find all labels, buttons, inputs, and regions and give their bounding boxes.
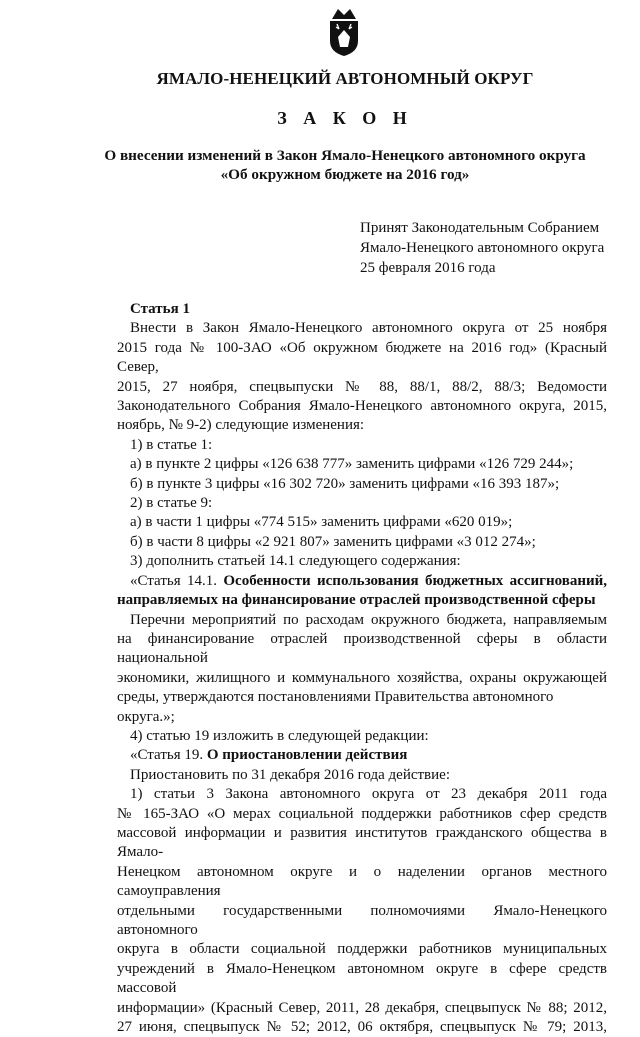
law-body bbox=[117, 300, 607, 1037]
body-line: Законодательного Собрания Ямало-Ненецкого автономного округа, 2015, bbox=[117, 398, 607, 415]
body-line: Перечни мероприятий по расходам окружного бюджета, направляемым bbox=[130, 611, 607, 628]
article-19-title: О приостановлении действия bbox=[206, 747, 408, 764]
body-line: б) в пункте 3 цифры «16 302 720» заменить цифрами «16 393 187»; bbox=[130, 475, 560, 492]
body-line: экономики, жилищного и коммунального хозяйства, охраны окружающей bbox=[117, 669, 607, 686]
law-title: З А К О Н bbox=[277, 108, 413, 128]
body-line: среды, утверждаются постановлениями Правительства автономного округа.»; bbox=[117, 689, 554, 725]
body-line: округа в области социальной поддержки работников муниципальных bbox=[117, 941, 607, 958]
region-title: ЯМАЛО-НЕНЕЦКИЙ АВТОНОМНЫЙ ОКРУГ bbox=[156, 69, 534, 88]
article-14-1-title: Особенности использования бюджетных ассигнований, bbox=[223, 572, 608, 589]
body-line: 3) дополнить статьей 14.1 следующего содержания: bbox=[130, 553, 461, 570]
article-14-1-prefix: «Статья 14.1. bbox=[130, 572, 217, 589]
law-subtitle-line-1: О внесении изменений в Закон Ямало-Ненецкого автономного округа bbox=[104, 147, 586, 164]
article-19-heading bbox=[117, 746, 607, 765]
article-19-prefix: «Статья 19. bbox=[130, 747, 204, 764]
body-line: 2) в статье 9: bbox=[130, 495, 213, 512]
body-line: информации» (Красный Север, 2011, 28 декабря, спецвыпуск № 88; 2012, bbox=[117, 999, 607, 1016]
adoption-date: 25 февраля 2016 года bbox=[360, 260, 496, 276]
coat-of-arms-icon bbox=[327, 7, 361, 57]
article-14-1-title-cont: направляемых на финансирование отраслей производственной сферы bbox=[117, 592, 596, 609]
body-line: Приостановить по 31 декабря 2016 года действие: bbox=[130, 766, 450, 783]
body-line: а) в части 1 цифры «774 515» заменить цифрами «620 019»; bbox=[130, 514, 513, 531]
body-line: массовой информации и развития институтов гражданского общества в Ямало- bbox=[117, 824, 607, 861]
body-line: Ненецком автономном округе и о наделении органов местного самоуправления bbox=[117, 863, 607, 900]
body-line: на финансирование отраслей производственной сферы в области национальной bbox=[117, 630, 607, 667]
body-line: № 165-ЗАО «О мерах социальной поддержки работников сфер средств bbox=[117, 805, 607, 822]
adoption-line-2: Ямало-Ненецкого автономного округа bbox=[360, 240, 605, 256]
body-line: 2015 года № 100-ЗАО «Об окружном бюджете на 2016 год» (Красный Север, bbox=[117, 339, 607, 376]
item-4: 4) статью 19 изложить в следующей редакции: bbox=[130, 727, 429, 744]
body-line: Внести в Закон Ямало-Ненецкого автономного округа от 25 ноября bbox=[130, 320, 607, 337]
body-line: 27 июня, спецвыпуск № 52; 2012, 06 октября, спецвыпуск № 79; 2013, bbox=[117, 1019, 607, 1036]
article-1-heading: Статья 1 bbox=[130, 301, 190, 317]
article-14-1-heading bbox=[117, 572, 607, 591]
body-line: учреждений в Ямало-Ненецком автономном округе в сфере средств массовой bbox=[117, 960, 607, 997]
body-line: ноябрь, № 9-2) следующие изменения: bbox=[117, 417, 365, 434]
body-line: а) в пункте 2 цифры «126 638 777» заменить цифрами «126 729 244»; bbox=[130, 456, 574, 473]
adoption-line-1: Принят Законодательным Собранием bbox=[360, 220, 600, 236]
body-line: 1) статьи 3 Закона автономного округа от 23 декабря 2011 года bbox=[130, 786, 607, 803]
law-subtitle-line-2: «Об окружном бюджете на 2016 год» bbox=[220, 166, 470, 183]
body-line: отдельными государственными полномочиями Ямало-Ненецкого автономного bbox=[117, 902, 607, 938]
body-line: б) в части 8 цифры «2 921 807» заменить цифрами «3 012 274»; bbox=[130, 533, 536, 550]
body-line: 2015, 27 ноября, спецвыпуски № 88, 88/1, 88/2, 88/3; Ведомости bbox=[117, 378, 607, 395]
body-line: 1) в статье 1: bbox=[130, 436, 213, 453]
